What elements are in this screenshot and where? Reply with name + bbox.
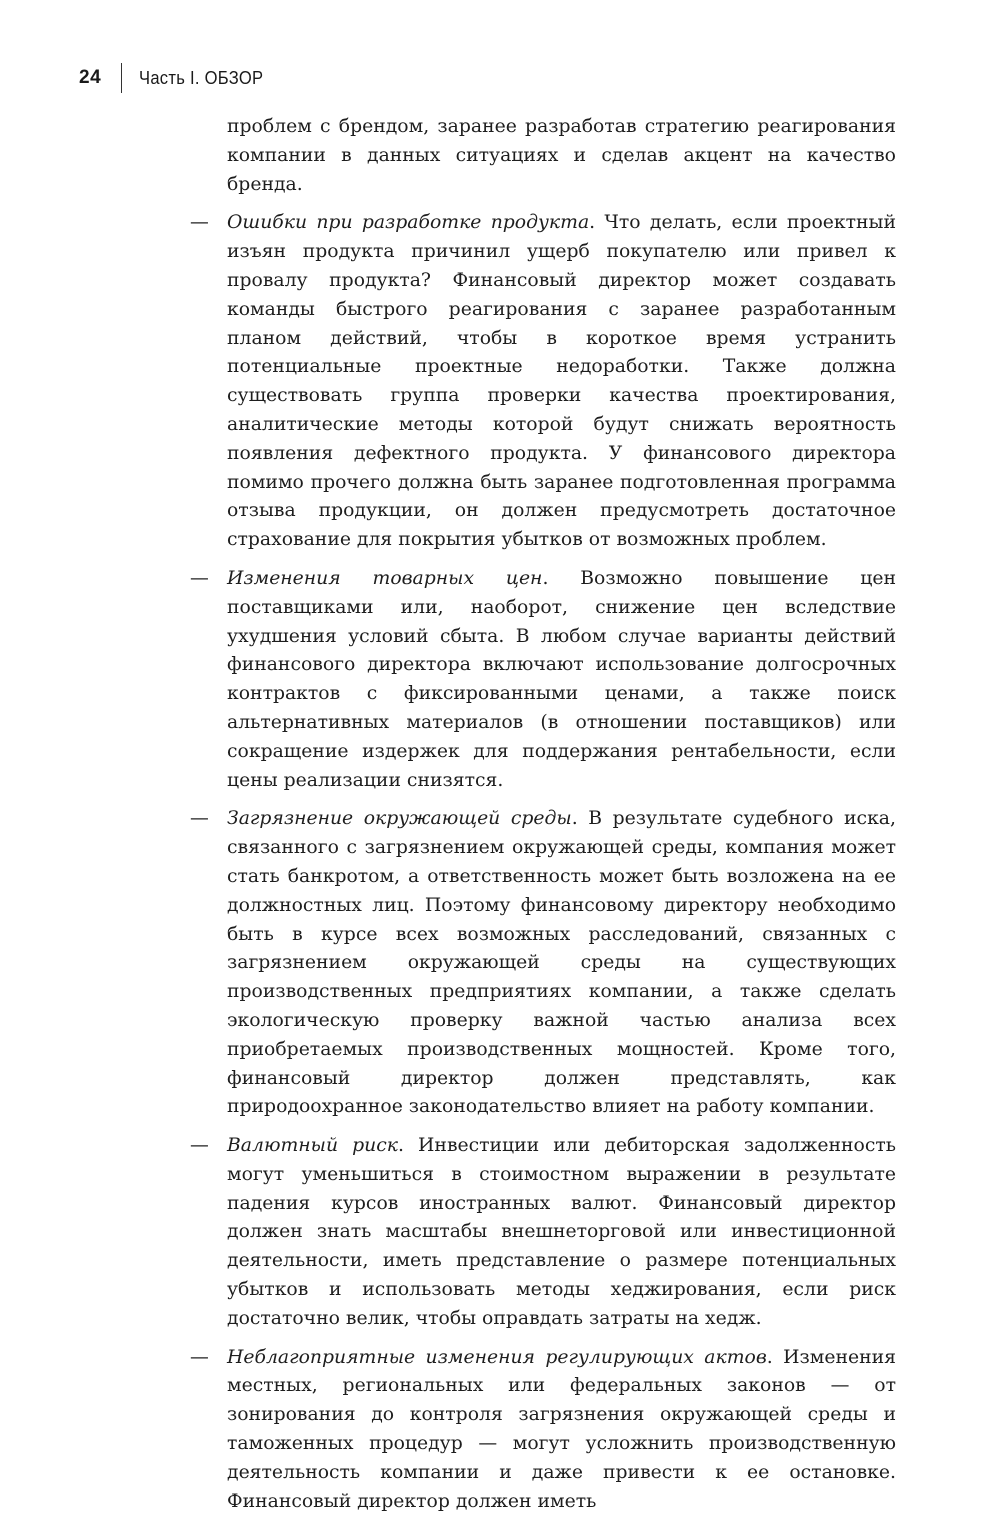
page-body bbox=[0, 113, 1000, 1526]
header-divider bbox=[121, 63, 122, 93]
running-head: Часть I. ОБЗОР bbox=[139, 67, 264, 88]
running-header bbox=[79, 62, 274, 94]
list-item-body: . Изменения местных, региональных или федеральных законов — от зонирования до контроля загрязнения окружающей среды и таможенных процедур — могут усложнить производственную деятельность компании и даже привести к ее остановке. Финансовый директор должен иметь bbox=[227, 1346, 897, 1512]
list-item-term: Ошибки при разработке продукта bbox=[227, 212, 590, 234]
list-item bbox=[0, 805, 1000, 1122]
list-dash: — bbox=[190, 1346, 209, 1368]
list-item-text bbox=[227, 1132, 896, 1334]
list-item bbox=[0, 1344, 1000, 1517]
list-dash: — bbox=[190, 212, 209, 234]
list-item bbox=[0, 565, 1000, 795]
list-item-term: Загрязнение окружающей среды bbox=[227, 808, 572, 830]
list-dash: — bbox=[190, 567, 209, 589]
list-item-text bbox=[227, 1344, 896, 1517]
list-item bbox=[0, 1132, 1000, 1334]
list-item-body: . Инвестиции или дебиторская задолженность могут уменьшиться в стоимостном выражении в результате падения курсов иностранных валют. Финансовый директор должен знать масштабы внешнеторговой или инвестиционной деятельности, иметь представление о размере потенциальных убытков и использовать методы хеджирования, если риск достаточно велик, чтобы оправдать затраты на хедж. bbox=[227, 1135, 896, 1329]
list-item-term: Валютный риск bbox=[227, 1135, 398, 1157]
page-number: 24 bbox=[79, 67, 102, 88]
list-item-body: . Возможно повышение цен поставщиками или, наоборот, снижение цен вследствие ухудшения условий сбыта. В любом случае варианты действий финансового директора включают использование долгосрочных контрактов с фиксированными ценами, а также поиск альтернативных материалов (в отношении поставщиков) или сокращение издержек для поддержания рентабельности, если цены реализации снизятся. bbox=[227, 567, 896, 791]
list-item bbox=[0, 209, 1000, 555]
list-item-body: . В результате судебного иска, связанного с загрязнением окружающей среды, компания может стать банкротом, а ответственность может быть возложена на ее должностных лиц. Поэтому финансовому директору необходимо быть в курсе всех возможных расследований, связанных с загрязнением окружающей среды на существующих производственных предприятиях компании, а также сделать экологическую проверку важной частью анализа всех приобретаемых производственных мощностей. Кроме того, финансовый директор должен представлять, как природоохранное законодательство влияет на работу компании. bbox=[227, 808, 896, 1118]
list-item-term: Изменения товарных цен bbox=[227, 567, 543, 589]
continued-paragraph: проблем с брендом, заранее разработав стратегию реагирования компании в данных ситуациях и сделав акцент на качество бренда. bbox=[227, 116, 896, 195]
list-dash: — bbox=[190, 808, 209, 830]
list-item-text bbox=[227, 209, 896, 555]
list-dash: — bbox=[190, 1135, 209, 1157]
list-item-text bbox=[227, 565, 896, 795]
list-item-term: Неблагоприятные изменения регулирующих актов bbox=[227, 1346, 767, 1368]
list-item-body: . Что делать, если проектный изъян продукта причинил ущерб покупателю или привел к провалу продукта? Финансовый директор может создавать команды быстрого реагирования с заранее разработанным планом действий, чтобы в короткое время устранить потенциальные проектные недоработки. Также должна существовать группа проверки качества проектирования, аналитические методы которой будут снижать вероятность появления дефектного продукта. У финансового директора помимо прочего должна быть заранее подготовленная программа отзыва продукции, он должен предусмотреть достаточное страхование для покрытия убытков от возможных проблем. bbox=[227, 212, 896, 551]
list-item-text bbox=[227, 805, 896, 1122]
